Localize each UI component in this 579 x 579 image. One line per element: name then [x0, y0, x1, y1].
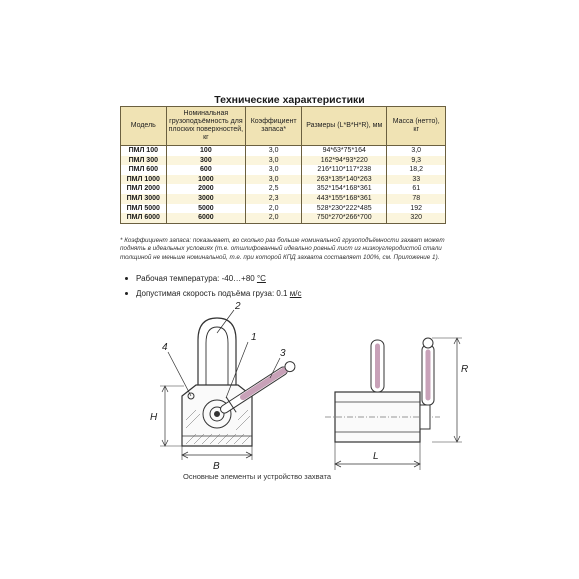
cell-capacity: 5000: [166, 204, 246, 214]
label-2: 2: [235, 301, 241, 312]
cell-dimensions: 216*110*117*238: [302, 165, 387, 175]
cell-capacity: 600: [166, 165, 246, 175]
cell-mass: 9,3: [387, 156, 446, 166]
cell-mass: 78: [387, 194, 446, 204]
col-header-safety-factor: Коэффициент запаса*: [246, 107, 302, 146]
leader-4: [168, 352, 191, 396]
label-1: 1: [251, 332, 257, 343]
cell-dimensions: 352*154*168*361: [302, 184, 387, 194]
cell-model: ПМЛ 600: [121, 165, 167, 175]
cell-model: ПМЛ 100: [121, 146, 167, 156]
cell-dimensions: 528*230*222*485: [302, 204, 387, 214]
cell-model: ПМЛ 5000: [121, 204, 167, 214]
col-header-mass: Масса (нетто), кг: [387, 107, 446, 146]
cell-capacity: 100: [166, 146, 246, 156]
cell-capacity: 3000: [166, 194, 246, 204]
cell-safety-factor: 2,3: [246, 194, 302, 204]
cell-mass: 320: [387, 213, 446, 223]
shackle-inner: [206, 327, 228, 388]
cell-mass: 18,2: [387, 165, 446, 175]
cell-model: ПМЛ 3000: [121, 194, 167, 204]
cell-capacity: 1000: [166, 175, 246, 185]
cell-safety-factor: 3,0: [246, 146, 302, 156]
cell-safety-factor: 2,0: [246, 204, 302, 214]
side-lever-hub: [420, 405, 430, 429]
safety-factor-footnote: * Коэффициент запаса: показывает, во сколько раз больше номинальной грузоподъёмности захват может поднять в идеальных условиях (т.е. отшлифованный идеально ровный лист из низкоуглеродистой стали толщиной не меньше номинальной, т.е. при которой КПД захвата составляет 100%, см. Приложение 1).: [120, 237, 445, 261]
label-dim-b: B: [213, 461, 220, 472]
col-header-capacity: Номинальная грузоподъёмность для плоских поверхностей, кг: [166, 107, 246, 146]
cell-safety-factor: 2,0: [246, 213, 302, 223]
lift-speed-label: Допустимая скорость подъёма груза: 0.1: [136, 289, 290, 298]
cell-model: ПМЛ 6000: [121, 213, 167, 223]
cell-mass: 61: [387, 184, 446, 194]
cell-mass: 33: [387, 175, 446, 185]
temperature-unit: °C: [256, 274, 266, 283]
cell-model: ПМЛ 300: [121, 156, 167, 166]
cell-model: ПМЛ 1000: [121, 175, 167, 185]
label-3: 3: [280, 348, 286, 359]
cell-dimensions: 94*63*75*164: [302, 146, 387, 156]
front-view: [160, 310, 299, 460]
cell-dimensions: 750*270*266*700: [302, 213, 387, 223]
cell-mass: 192: [387, 204, 446, 214]
temperature-label: Рабочая температура: -40…+80: [136, 274, 257, 283]
cell-safety-factor: 3,0: [246, 165, 302, 175]
cell-mass: 3,0: [387, 146, 446, 156]
leader-2: [217, 310, 234, 333]
side-lever-knob: [423, 338, 433, 348]
cell-capacity: 2000: [166, 184, 246, 194]
drawing-caption: Основные элементы и устройство захвата: [183, 472, 332, 481]
lift-speed-unit: м/с: [289, 289, 302, 298]
col-header-model: Модель: [121, 107, 167, 146]
label-4: 4: [162, 342, 168, 353]
cell-dimensions: 263*135*140*263: [302, 175, 387, 185]
label-dim-h: H: [150, 412, 158, 423]
col-header-dimensions: Размеры (L*B*H*R), мм: [302, 107, 387, 146]
side-view: [325, 338, 462, 470]
cell-dimensions: 443*155*168*361: [302, 194, 387, 204]
cell-capacity: 6000: [166, 213, 246, 223]
label-dim-r: R: [461, 364, 469, 375]
cell-dimensions: 162*94*93*220: [302, 156, 387, 166]
cell-model: ПМЛ 2000: [121, 184, 167, 194]
cell-safety-factor: 3,0: [246, 156, 302, 166]
shackle-outer: [198, 318, 236, 388]
label-dim-l: L: [373, 451, 379, 462]
cell-capacity: 300: [166, 156, 246, 166]
cell-safety-factor: 2,5: [246, 184, 302, 194]
spec-title: Технические характеристики: [214, 94, 365, 106]
rotor-axis: [215, 412, 220, 417]
cell-safety-factor: 3,0: [246, 175, 302, 185]
